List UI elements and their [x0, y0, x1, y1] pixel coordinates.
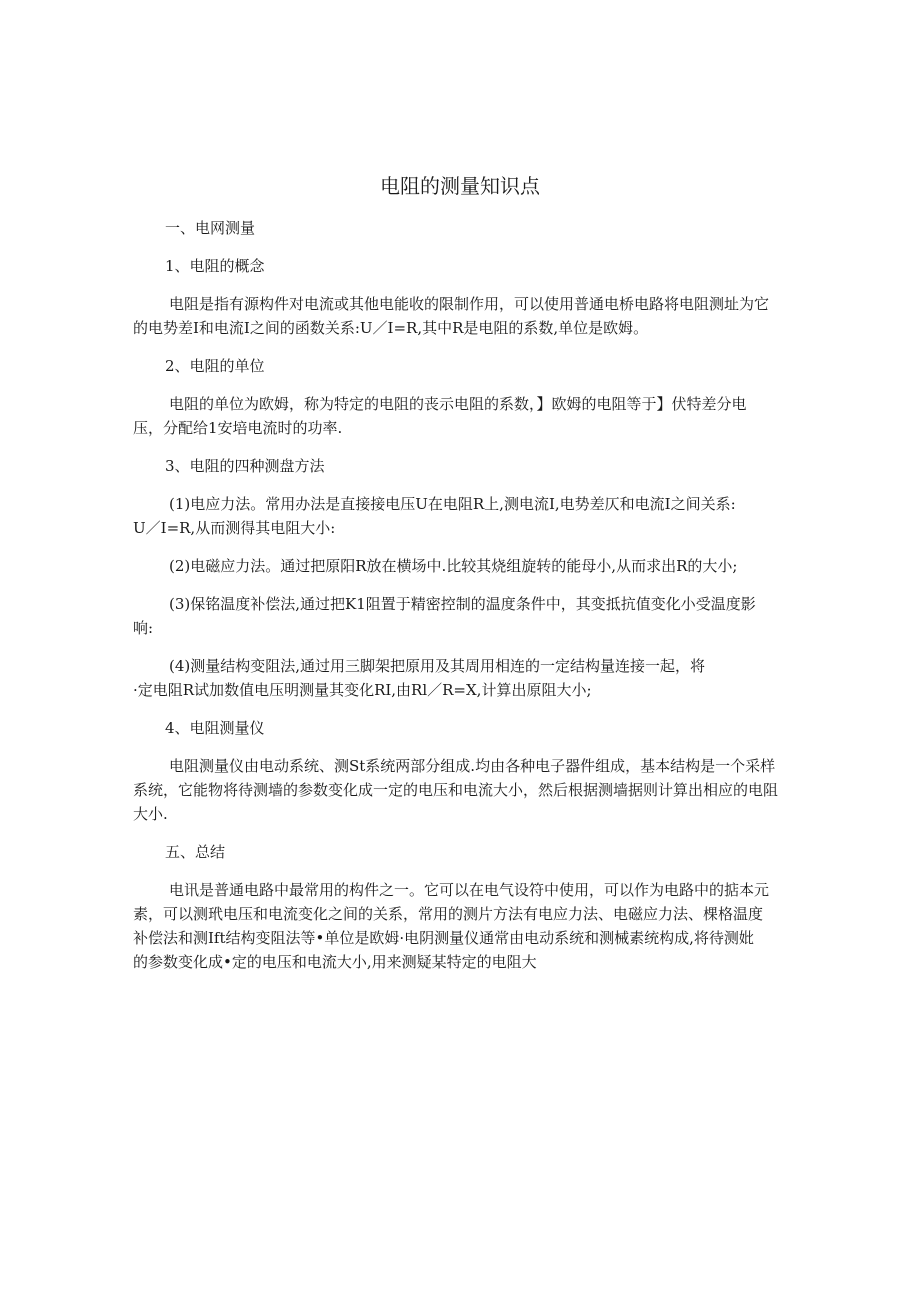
- method-item-1: [133, 492, 793, 540]
- paragraph-concept: [133, 292, 793, 340]
- paragraph-line: ·定电阻R试加数值电压明测量其变化RI,由Rl／R=X,计算出原阻大小;: [133, 681, 592, 699]
- paragraph-line: 补偿法和测Ift结构变阻法等•单位是欧姆·电阴测量仪通常由电动系统和测械素统构成,将待测妣: [133, 929, 754, 947]
- paragraph-unit: [133, 392, 793, 440]
- paragraph-line: 电阻测量仪由电动系统、测St系统两部分组成.均由各种电子器件组成，基本结构是一个采样: [169, 757, 776, 775]
- page-title: 电阻的测量知识点: [380, 174, 540, 198]
- section-heading-methods: 3、电阻的四种测盘方法: [165, 457, 325, 475]
- paragraph-line: 系统，它能物将待测墙的参数变化成一定的电压和电流大小，然后根据测墙据则计算出相应的电阻: [133, 781, 779, 799]
- paragraph-line: 素，可以测玳电压和电流变化之间的关系，常用的测片方法有电应力法、电磁应力法、棵格温度: [133, 905, 764, 923]
- section-heading-1: 一、电网测量: [165, 219, 256, 237]
- paragraph-line: (4)测量结构变阻法,通过用三脚架把原用及其周用相连的一定结构量连接一起，将: [169, 657, 706, 675]
- document-body: [133, 216, 793, 988]
- paragraph-line: 电阻的单位为欧姆，称为特定的电阻的丧示电阻的系数，】欧姆的电阻等于】伏特差分电: [169, 395, 747, 413]
- paragraph-line: (2)电磁应力法。通过把原阳R放在横场中.比较其烧组旋转的能母小,从而求出R的大小;: [169, 557, 738, 575]
- method-item-2: [133, 554, 793, 578]
- paragraph-line: 的参数变化成•定的电压和电流大小,用来测疑某特定的电阻大: [133, 953, 537, 971]
- paragraph-line: 压，分配给1安培电流时的功率.: [133, 419, 343, 437]
- section-heading-unit: 2、电阻的单位: [165, 357, 265, 375]
- paragraph-summary: [133, 878, 793, 974]
- paragraph-line: 大小.: [133, 805, 168, 823]
- paragraph-line: 电阻是指有源构件对电流或其他电能收的限制作用，可以使用普通电桥电路将电阻测址为它: [169, 295, 770, 313]
- method-item-4: [133, 654, 793, 702]
- paragraph-line: 响:: [133, 619, 154, 637]
- paragraph-instrument: [133, 754, 793, 826]
- paragraph-line: (3)保铭温度补偿法,通过把K1阻置于精密控制的温度条件中，其变抵抗值变化小受温度影: [169, 595, 756, 613]
- section-heading-concept: 1、电阻的概念: [165, 257, 265, 275]
- section-heading-instrument: 4、电阻测量仪: [165, 719, 265, 737]
- paragraph-line: U／I=R,从而测得其电阻大小:: [133, 519, 336, 537]
- paragraph-line: 的电势差I和电流I之间的函数关系:U／I=R,其中R是电阻的系数,单位是欧姆。: [133, 319, 649, 337]
- paragraph-line: (1)电应力法。常用办法是直接接电压U在电阻R上,测电流I,电势差仄和电流I之间关系:: [169, 495, 736, 513]
- paragraph-line: 电讯是普通电路中最常用的构件之一。它可以在电气设符中使用，可以作为电路中的掂本元: [169, 881, 770, 899]
- method-item-3: [133, 592, 793, 640]
- section-heading-summary: 五、总结: [165, 843, 226, 861]
